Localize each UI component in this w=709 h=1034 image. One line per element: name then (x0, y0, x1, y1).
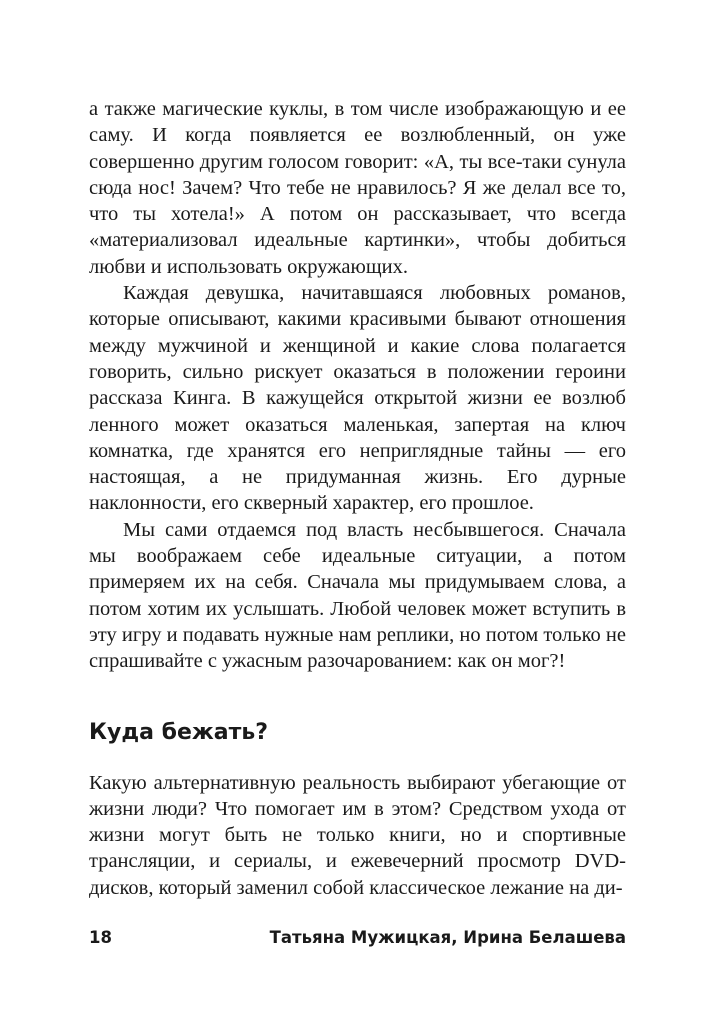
page-footer (89, 928, 626, 947)
paragraph-2: Каждая девушка, начитавшаяся любовных романов, которые описывают, какими красивыми бывают отношения между мужчиной и женщиной и какие слова полагается говорить, сильно рискует оказаться в положении героини рассказа Кинга. В кажущейся открытой жизни ее возлюб ленного может оказаться маленькая, запертая на ключ комнатка, где хранятся его неприглядные тайны — его настоящая, а не придуманная жизнь. Его дурные наклонности, его скверный характер, его прошлое. (89, 282, 626, 515)
page-body (89, 96, 626, 901)
book-authors: Татьяна Мужицкая, Ирина Белашева (269, 928, 626, 947)
section-paragraph: Какую альтернативную реальность выбирают убегающие от жизни люди? Что помогает им в этом? Средством ухода от жизни могут быть не только книги, но и спортивные трансляции, и сериалы, и ежевечерний просмотр DVD-дисков, который заменил собой классическое лежание на ди- (89, 771, 626, 899)
section-heading: Куда бежать? (89, 719, 269, 745)
paragraph-1: а также магические куклы, в том числе изображающую и ее саму. И когда появляется ее возлюбленный, он уже совершенно другим голосом говорит: «А, ты все-таки сунула сюда нос! Зачем? Что тебе не нравилось? Я же делал все то, что ты хотела!» А потом он рассказывает, что всегда «материализовал идеальные картинки», чтобы добиться любви и использовать окружающих. (89, 98, 626, 278)
page-number: 18 (89, 928, 112, 947)
paragraph-3: Мы сами отдаемся под власть несбывшегося. Сначала мы воображаем себе идеальные ситуации, а потом примеряем их на себя. Сначала мы придумываем слова, а потом хотим их услышать. Любой человек может вступить в эту игру и подавать нужные нам реплики, но потом только не спрашивайте с ужасным разочарованием: как он мог?! (89, 518, 626, 673)
